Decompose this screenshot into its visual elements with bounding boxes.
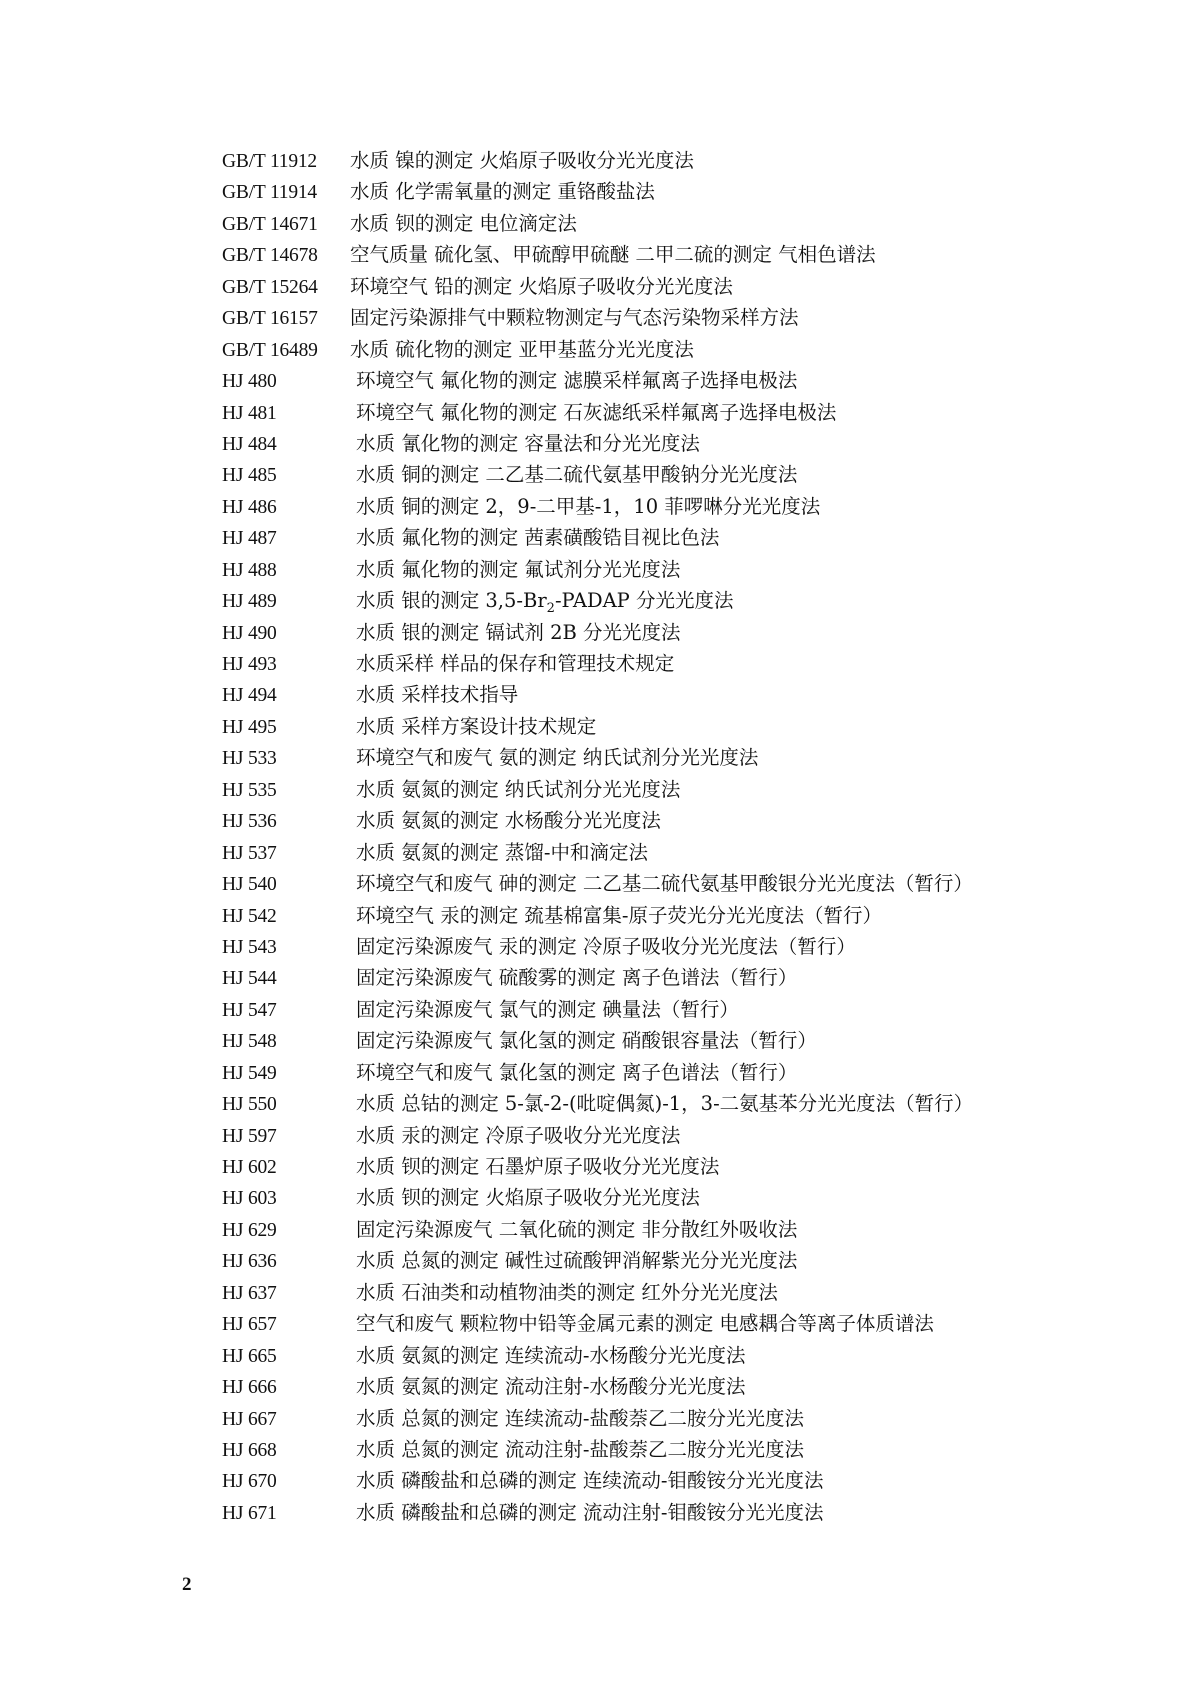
standard-title: 环境空气和废气 氨的测定 纳氏试剂分光光度法 [356, 746, 759, 770]
standard-code: HJ 487 [222, 528, 277, 550]
standard-code: HJ 535 [222, 779, 277, 801]
list-item [222, 711, 1122, 742]
standard-title: 水质 氨氮的测定 连续流动-水杨酸分光光度法 [356, 1343, 746, 1367]
standards-list [222, 145, 1122, 1528]
list-item [222, 931, 1122, 962]
standard-code: HJ 549 [222, 1062, 277, 1084]
standard-title: 空气质量 硫化氢、甲硫醇甲硫醚 二甲二硫的测定 气相色谱法 [350, 243, 876, 267]
standard-code: HJ 536 [222, 811, 277, 833]
list-item [222, 837, 1122, 868]
standard-code: GB/T 11914 [222, 182, 317, 204]
standard-code: HJ 667 [222, 1408, 277, 1430]
standard-title: 水质 总氮的测定 流动注射-盐酸萘乙二胺分光光度法 [356, 1437, 804, 1461]
standard-title: 固定污染源排气中颗粒物测定与气态污染物采样方法 [350, 306, 799, 330]
standard-code: HJ 543 [222, 936, 277, 958]
list-item [222, 1025, 1122, 1056]
standard-title: 水质 镍的测定 火焰原子吸收分光光度法 [350, 149, 694, 172]
standard-title: 水质 铜的测定 二乙基二硫代氨基甲酸钠分光光度法 [356, 463, 798, 487]
list-item [222, 1120, 1122, 1151]
standard-title: 水质 氨氮的测定 流动注射-水杨酸分光光度法 [356, 1375, 746, 1399]
list-item [222, 1308, 1122, 1339]
standard-code: HJ 637 [222, 1282, 277, 1304]
list-item [222, 617, 1122, 648]
title-part: 水质 银的测定 3,5-Br [356, 589, 547, 613]
standard-code: HJ 668 [222, 1439, 277, 1461]
standard-code: HJ 548 [222, 1031, 277, 1053]
standard-title: 水质 氰化物的测定 容量法和分光光度法 [356, 431, 700, 455]
standard-title: 水质 铜的测定 2，9-二甲基-1，10 菲啰啉分光光度法 [356, 494, 821, 518]
list-item [222, 1057, 1122, 1088]
standard-code: GB/T 16157 [222, 308, 318, 330]
list-item [222, 585, 1122, 616]
list-item [222, 554, 1122, 585]
list-item [222, 334, 1122, 365]
standard-title: 环境空气 氟化物的测定 石灰滤纸采样氟离子选择电极法 [356, 400, 837, 424]
standard-code: HJ 490 [222, 622, 277, 644]
standard-code: HJ 540 [222, 874, 277, 896]
standard-title: 水质 钡的测定 电位滴定法 [350, 211, 577, 235]
standard-code: HJ 657 [222, 1314, 277, 1336]
standard-code: HJ 488 [222, 559, 277, 581]
list-item [222, 648, 1122, 679]
standard-title: 水质 氨氮的测定 蒸馏-中和滴定法 [356, 840, 648, 864]
standard-code: HJ 486 [222, 496, 277, 518]
standard-title: 水质 石油类和动植物油类的测定 红外分光光度法 [356, 1280, 778, 1304]
standard-title: 环境空气和废气 氯化氢的测定 离子色谱法（暂行） [356, 1060, 798, 1084]
list-item [222, 1214, 1122, 1245]
standard-code: GB/T 11912 [222, 151, 317, 172]
list-item [222, 900, 1122, 931]
standard-code: HJ 533 [222, 748, 277, 770]
standard-code: HJ 602 [222, 1157, 277, 1178]
standard-code: HJ 597 [222, 1125, 277, 1147]
standard-code: HJ 547 [222, 999, 277, 1021]
standard-title: 水质 化学需氧量的测定 重铬酸盐法 [350, 180, 655, 204]
standard-title: 环境空气 铅的测定 火焰原子吸收分光光度法 [350, 274, 733, 298]
page-number: 2 [182, 1574, 192, 1595]
standard-title: 固定污染源废气 氯化氢的测定 硝酸银容量法（暂行） [356, 1029, 817, 1053]
standard-code: HJ 603 [222, 1188, 277, 1210]
list-item [222, 1465, 1122, 1496]
standard-code: HJ 489 [222, 591, 277, 613]
standard-title: 固定污染源废气 氯气的测定 碘量法（暂行） [356, 997, 739, 1021]
standard-code: HJ 665 [222, 1345, 277, 1367]
standard-code: HJ 537 [222, 842, 277, 864]
standard-code: HJ 542 [222, 905, 277, 927]
standard-title: 水质 采样技术指导 [356, 683, 519, 707]
standard-code: GB/T 14671 [222, 213, 318, 235]
standard-title: 环境空气和废气 砷的测定 二乙基二硫代氨基甲酸银分光光度法（暂行） [356, 872, 973, 896]
standard-code: HJ 484 [222, 433, 277, 455]
list-item [222, 1088, 1122, 1119]
list-item [222, 1245, 1122, 1276]
list-item [222, 459, 1122, 490]
standard-title: 水质 氨氮的测定 水杨酸分光光度法 [356, 809, 661, 833]
list-item [222, 1182, 1122, 1213]
subscript-2: 2 [546, 601, 555, 617]
list-item [222, 1434, 1122, 1465]
standard-title: 水质 钡的测定 石墨炉原子吸收分光光度法 [356, 1155, 720, 1178]
list-item [222, 397, 1122, 428]
list-item [222, 208, 1122, 239]
list-item [222, 239, 1122, 270]
standard-title: 水质 氟化物的测定 氟试剂分光光度法 [356, 557, 681, 581]
standard-code: HJ 485 [222, 465, 277, 487]
list-item [222, 679, 1122, 710]
list-item [222, 491, 1122, 522]
list-item [222, 522, 1122, 553]
standard-code: HJ 544 [222, 968, 277, 990]
standard-code: HJ 550 [222, 1094, 277, 1116]
standard-title: 水质 银的测定 镉试剂 2B 分光光度法 [356, 620, 681, 644]
list-item [222, 805, 1122, 836]
list-item [222, 868, 1122, 899]
standard-title: 水质 总氮的测定 连续流动-盐酸萘乙二胺分光光度法 [356, 1406, 804, 1430]
standard-code: HJ 629 [222, 1219, 277, 1241]
standard-title: 固定污染源废气 汞的测定 冷原子吸收分光光度法（暂行） [356, 934, 856, 958]
standard-title: 水质 氨氮的测定 纳氏试剂分光光度法 [356, 777, 681, 801]
list-item [222, 994, 1122, 1025]
list-item [222, 302, 1122, 333]
list-item [222, 742, 1122, 773]
list-item [222, 1151, 1122, 1182]
standard-title: 水质 总钴的测定 5-氯-2-(吡啶偶氮)-1，3-二氨基苯分光光度法（暂行） [356, 1092, 974, 1116]
standard-code: HJ 495 [222, 716, 277, 738]
standard-title: 水质采样 样品的保存和管理技术规定 [356, 652, 675, 675]
standard-code: HJ 666 [222, 1377, 277, 1399]
standard-code: HJ 670 [222, 1471, 277, 1493]
standard-title: 水质 磷酸盐和总磷的测定 流动注射-钼酸铵分光光度法 [356, 1500, 824, 1524]
list-item [222, 1403, 1122, 1434]
standard-code: HJ 481 [222, 402, 277, 424]
standard-code: GB/T 14678 [222, 245, 318, 267]
list-item [222, 962, 1122, 993]
list-item [222, 774, 1122, 805]
standard-title: 水质 磷酸盐和总磷的测定 连续流动-钼酸铵分光光度法 [356, 1469, 824, 1493]
standard-code: HJ 671 [222, 1502, 277, 1524]
standard-title: 水质 采样方案设计技术规定 [356, 714, 597, 738]
list-item [222, 145, 1122, 176]
list-item [222, 428, 1122, 459]
standard-code: HJ 480 [222, 371, 277, 393]
list-item [222, 176, 1122, 207]
standard-title: 空气和废气 颗粒物中铅等金属元素的测定 电感耦合等离子体质谱法 [356, 1312, 934, 1336]
standard-code: HJ 493 [222, 654, 277, 675]
list-item [222, 1371, 1122, 1402]
standard-code: GB/T 16489 [222, 339, 318, 361]
standard-title: 水质 汞的测定 冷原子吸收分光光度法 [356, 1123, 681, 1147]
standard-title: 水质 钡的测定 火焰原子吸收分光光度法 [356, 1186, 700, 1210]
list-item [222, 1277, 1122, 1308]
standard-code: HJ 494 [222, 685, 277, 707]
list-item [222, 1340, 1122, 1371]
standard-title: 水质 硫化物的测定 亚甲基蓝分光光度法 [350, 337, 694, 361]
list-item [222, 1497, 1122, 1528]
standard-title: 固定污染源废气 硫酸雾的测定 离子色谱法（暂行） [356, 966, 798, 990]
standard-title: 环境空气 汞的测定 巯基棉富集-原子荧光分光光度法（暂行） [356, 903, 882, 927]
standard-title: 环境空气 氟化物的测定 滤膜采样氟离子选择电极法 [356, 369, 798, 393]
standard-code: GB/T 15264 [222, 276, 318, 298]
standard-title: 固定污染源废气 二氧化硫的测定 非分散红外吸收法 [356, 1217, 798, 1241]
standard-title: 水质 氟化物的测定 茜素磺酸锆目视比色法 [356, 526, 720, 550]
list-item [222, 271, 1122, 302]
list-item [222, 365, 1122, 396]
standard-code: HJ 636 [222, 1251, 277, 1273]
title-part: -PADAP 分光光度法 [554, 589, 734, 613]
standard-title: 水质 总氮的测定 碱性过硫酸钾消解紫光分光光度法 [356, 1249, 798, 1273]
